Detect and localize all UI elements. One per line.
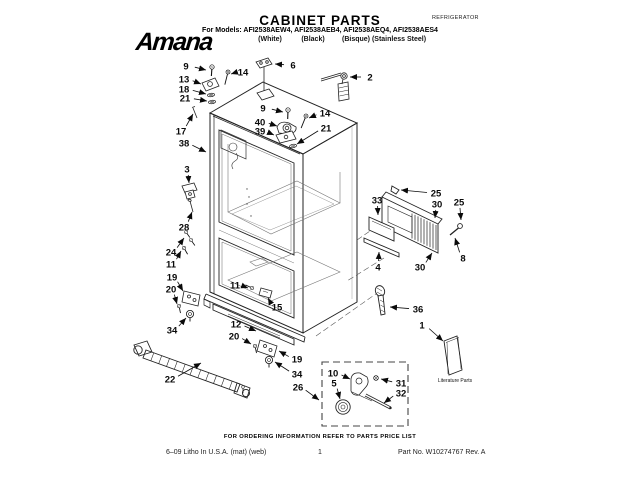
callout-leader-arrow	[192, 145, 206, 152]
model-color-white: (White)	[258, 36, 282, 43]
callout-leader-arrow	[178, 282, 183, 291]
callout-label: 15	[271, 302, 283, 314]
callout-label: 2	[367, 72, 373, 84]
callout-label: 30	[414, 262, 426, 274]
doc-type-label: REFRIGERATOR	[432, 15, 479, 21]
literature-booklet	[444, 336, 462, 375]
cabinet-outline	[210, 82, 357, 333]
callout-leader-arrow	[179, 318, 186, 326]
callout-leader-arrow	[460, 208, 461, 220]
callout-leader-arrow	[272, 109, 283, 112]
callout-leader-arrow	[188, 175, 189, 183]
callout-leader-arrow	[275, 362, 289, 371]
callout-label: 34	[291, 369, 303, 381]
callout-label: 31	[395, 378, 407, 390]
callout-label: 34	[166, 325, 178, 337]
callout-label: 18	[178, 84, 190, 96]
callout-leader-arrow	[193, 90, 206, 94]
callout-leader-arrow	[269, 123, 277, 126]
callout-leader-arrow	[242, 339, 251, 344]
callout-leader-arrow	[231, 73, 234, 74]
screw-icon	[177, 304, 182, 313]
screw-icon	[245, 283, 255, 290]
screw-icon	[182, 246, 190, 256]
callout-label: 14	[237, 67, 249, 79]
page-number: 1	[318, 449, 322, 456]
callout-label: 11	[165, 259, 177, 271]
callout-leader-arrow	[435, 210, 436, 218]
callout-leader-arrow	[176, 251, 181, 259]
callout-label: 39	[254, 126, 266, 138]
callout-label: 11	[229, 280, 241, 292]
callout-label: 8	[460, 253, 466, 265]
callout-label: 40	[254, 117, 266, 129]
callout-label: 28	[178, 222, 190, 234]
callout-leader-arrow	[297, 131, 318, 144]
callout-label: 32	[395, 388, 407, 400]
callout-leader-arrow	[174, 295, 177, 304]
callout-label: 14	[319, 108, 331, 120]
callout-label: 19	[166, 272, 178, 284]
callout-leader-arrow	[337, 389, 340, 399]
callout-leader-arrow	[269, 133, 274, 135]
callout-label: 33	[371, 195, 383, 207]
callout-leader-arrow	[188, 212, 192, 222]
callout-label: 9	[260, 103, 266, 115]
callout-label: 19	[291, 354, 303, 366]
page-title: CABINET PARTS	[259, 13, 381, 28]
callout-label: 26	[292, 382, 304, 394]
model-color-black: (Black)	[301, 36, 325, 43]
model-color-stainless: (Stainless Steel)	[371, 36, 427, 43]
fastener-icons	[177, 65, 309, 394]
callout-label: 13	[178, 74, 190, 86]
callout-label: 24	[165, 247, 177, 259]
callout-label: 10	[327, 368, 339, 380]
callout-label: 1	[419, 320, 425, 332]
models-line: For Models: AFI2538AEW4, AFI2538AEB4, AFI2538AEQ4, AFI2538AES4	[202, 27, 438, 34]
callout-label: 22	[164, 374, 176, 386]
callout-leader-arrow	[401, 190, 427, 192]
callout-leader-arrow	[384, 396, 393, 403]
callout-leader-arrow	[455, 238, 460, 252]
callout-label: 9	[183, 61, 189, 73]
callout-leader-arrow	[309, 115, 316, 118]
callout-label: 36	[412, 304, 424, 316]
callout-label: 5	[331, 378, 337, 390]
roller-icon	[186, 310, 193, 321]
callout-leader-arrow	[244, 326, 256, 331]
callout-label: 4	[375, 262, 381, 274]
callout-leader-arrow	[341, 375, 350, 379]
washer-icon	[207, 93, 215, 97]
callout-label: 6	[290, 60, 296, 72]
bottom-rails	[204, 294, 305, 345]
washer-icon	[208, 100, 216, 104]
washer-icon	[289, 144, 297, 149]
part-number-line: Part No. W10274767 Rev. A	[398, 449, 486, 456]
callout-leader-arrow	[279, 351, 289, 357]
callout-label: 20	[228, 331, 240, 343]
callout-leader-arrow	[177, 238, 184, 248]
callout-leader-arrow	[429, 329, 443, 341]
model-color-bisque: (Bisque)	[342, 36, 370, 43]
screw-icon	[189, 238, 197, 247]
callout-label: 3	[184, 164, 190, 176]
drain-tube-part	[374, 284, 386, 315]
literature-caption: Literature Parts	[437, 378, 473, 384]
amana-logo: Amana	[134, 28, 214, 56]
callout-leader-arrow	[195, 67, 206, 70]
roller-icon	[265, 356, 272, 367]
bolt-icon	[299, 113, 308, 128]
callout-leader-arrow	[390, 307, 409, 309]
callout-label: 38	[178, 138, 190, 150]
screw-icon	[241, 385, 244, 393]
callout-leader-arrow	[275, 64, 284, 65]
callout-leader-arrow	[178, 363, 201, 376]
callout-label: 21	[179, 93, 191, 105]
callout-label: 25	[430, 188, 442, 200]
ordering-note: FOR ORDERING INFORMATION REFER TO PARTS PRICE LIST	[223, 434, 417, 440]
litho-line: 6–09 Litho In U.S.A. (mat) (web)	[166, 449, 267, 456]
callout-leader-arrow	[306, 390, 319, 400]
callout-label: 12	[230, 319, 242, 331]
callout-leader-arrow	[381, 379, 392, 382]
callout-label: 17	[175, 126, 187, 138]
kick-plate-grille	[134, 341, 250, 398]
callout-label: 21	[320, 123, 332, 135]
callout-leader-arrow	[186, 114, 193, 126]
cabinet-interior	[219, 130, 340, 301]
callout-leader-arrow	[194, 99, 207, 101]
callout-leader-arrow	[426, 253, 432, 262]
screw-icon	[285, 108, 290, 119]
callout-leader-arrow	[193, 81, 201, 84]
callout-label: 25	[453, 197, 465, 209]
callout-label: 30	[431, 199, 443, 211]
screw-icon	[209, 65, 214, 76]
callout-label: 20	[165, 284, 177, 296]
bolt-icon	[223, 70, 231, 86]
